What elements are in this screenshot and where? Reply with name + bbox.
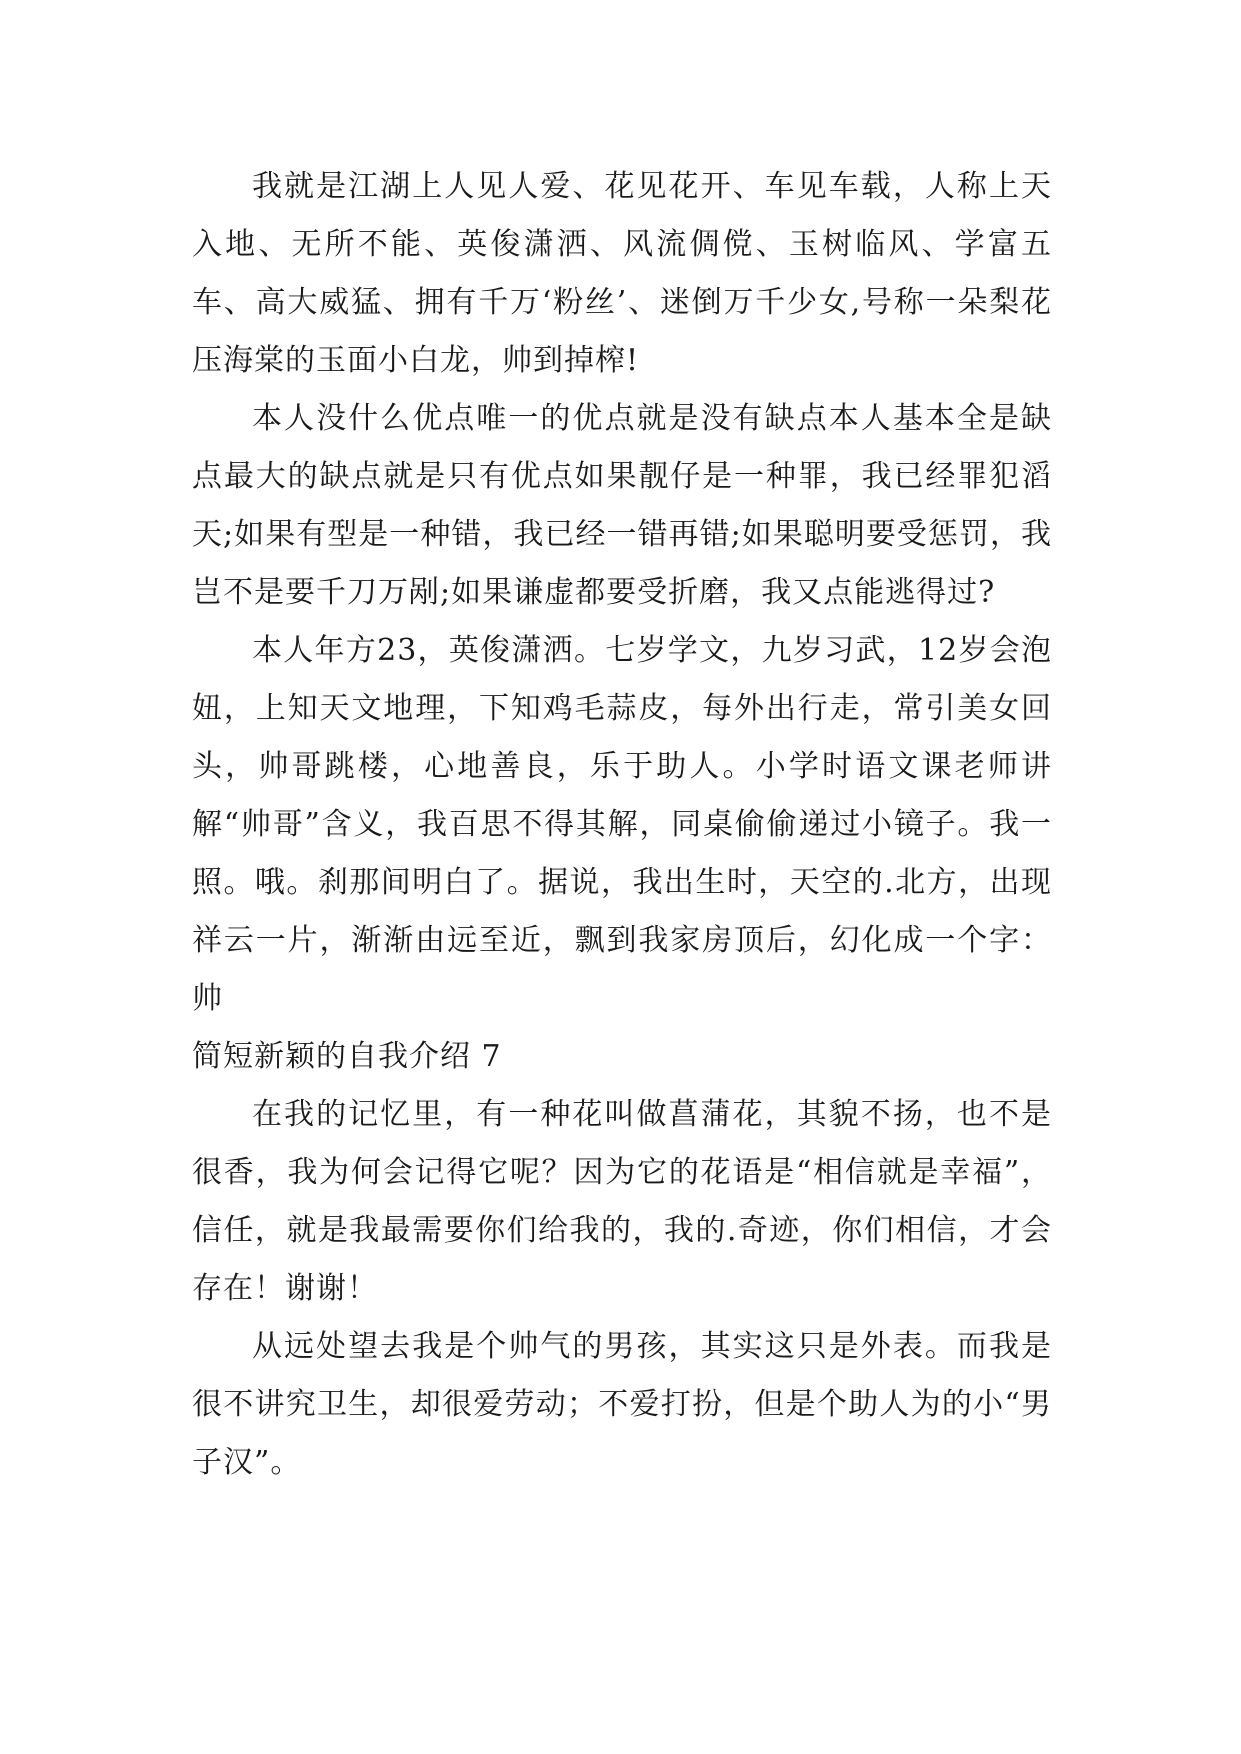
document-body [192,158,1052,1492]
paragraph-4: 在我的记忆里，有一种花叫做菖蒲花，其貌不扬，也不是很香，我为何会记得它呢？因为它的花语是“相信就是幸福”，信任，就是我最需要你们给我的，我的.奇迹，你们相信，才会存在！谢谢！ [192,1097,1052,1306]
paragraph-3: 本人年方23，英俊潇洒。七岁学文，九岁习武，12岁会泡妞，上知天文地理，下知鸡毛蒜皮，每外出行走，常引美女回头，帅哥跳楼，心地善良，乐于助人。小学时语文课老师讲解“帅哥”含义，我百思不得其解，同桌偷偷递过小镜子。我一照。哦。刹那间明白了。据说，我出生时，天空的.北方，出现祥云一片，渐渐由远至近，飘到我家房顶后，幻化成一个字：帅 [192,633,1052,1016]
paragraph-1: 我就是江湖上人见人爱、花见花开、车见车载，人称上天入地、无所不能、英俊潇洒、风流倜傥、玉树临风、学富五车、高大威猛、拥有千万‘粉丝’、迷倒万千少女,号称一朵梨花压海棠的玉面小白龙，帅到掉榨! [192,169,1052,378]
section-heading: 简短新颖的自我介绍 7 [192,1039,502,1074]
paragraph-2: 本人没什么优点唯一的优点就是没有缺点本人基本全是缺点最大的缺点就是只有优点如果靓仔是一种罪，我已经罪犯滔天;如果有型是一种错，我已经一错再错;如果聪明要受惩罚，我岂不是要千刀万剐;如果谦虚都要受折磨，我又点能逃得过? [192,401,1052,610]
paragraph-5: 从远处望去我是个帅气的男孩，其实这只是外表。而我是很不讲究卫生，却很爱劳动；不爱打扮，但是个助人为的小“男子汉”。 [192,1329,1052,1480]
